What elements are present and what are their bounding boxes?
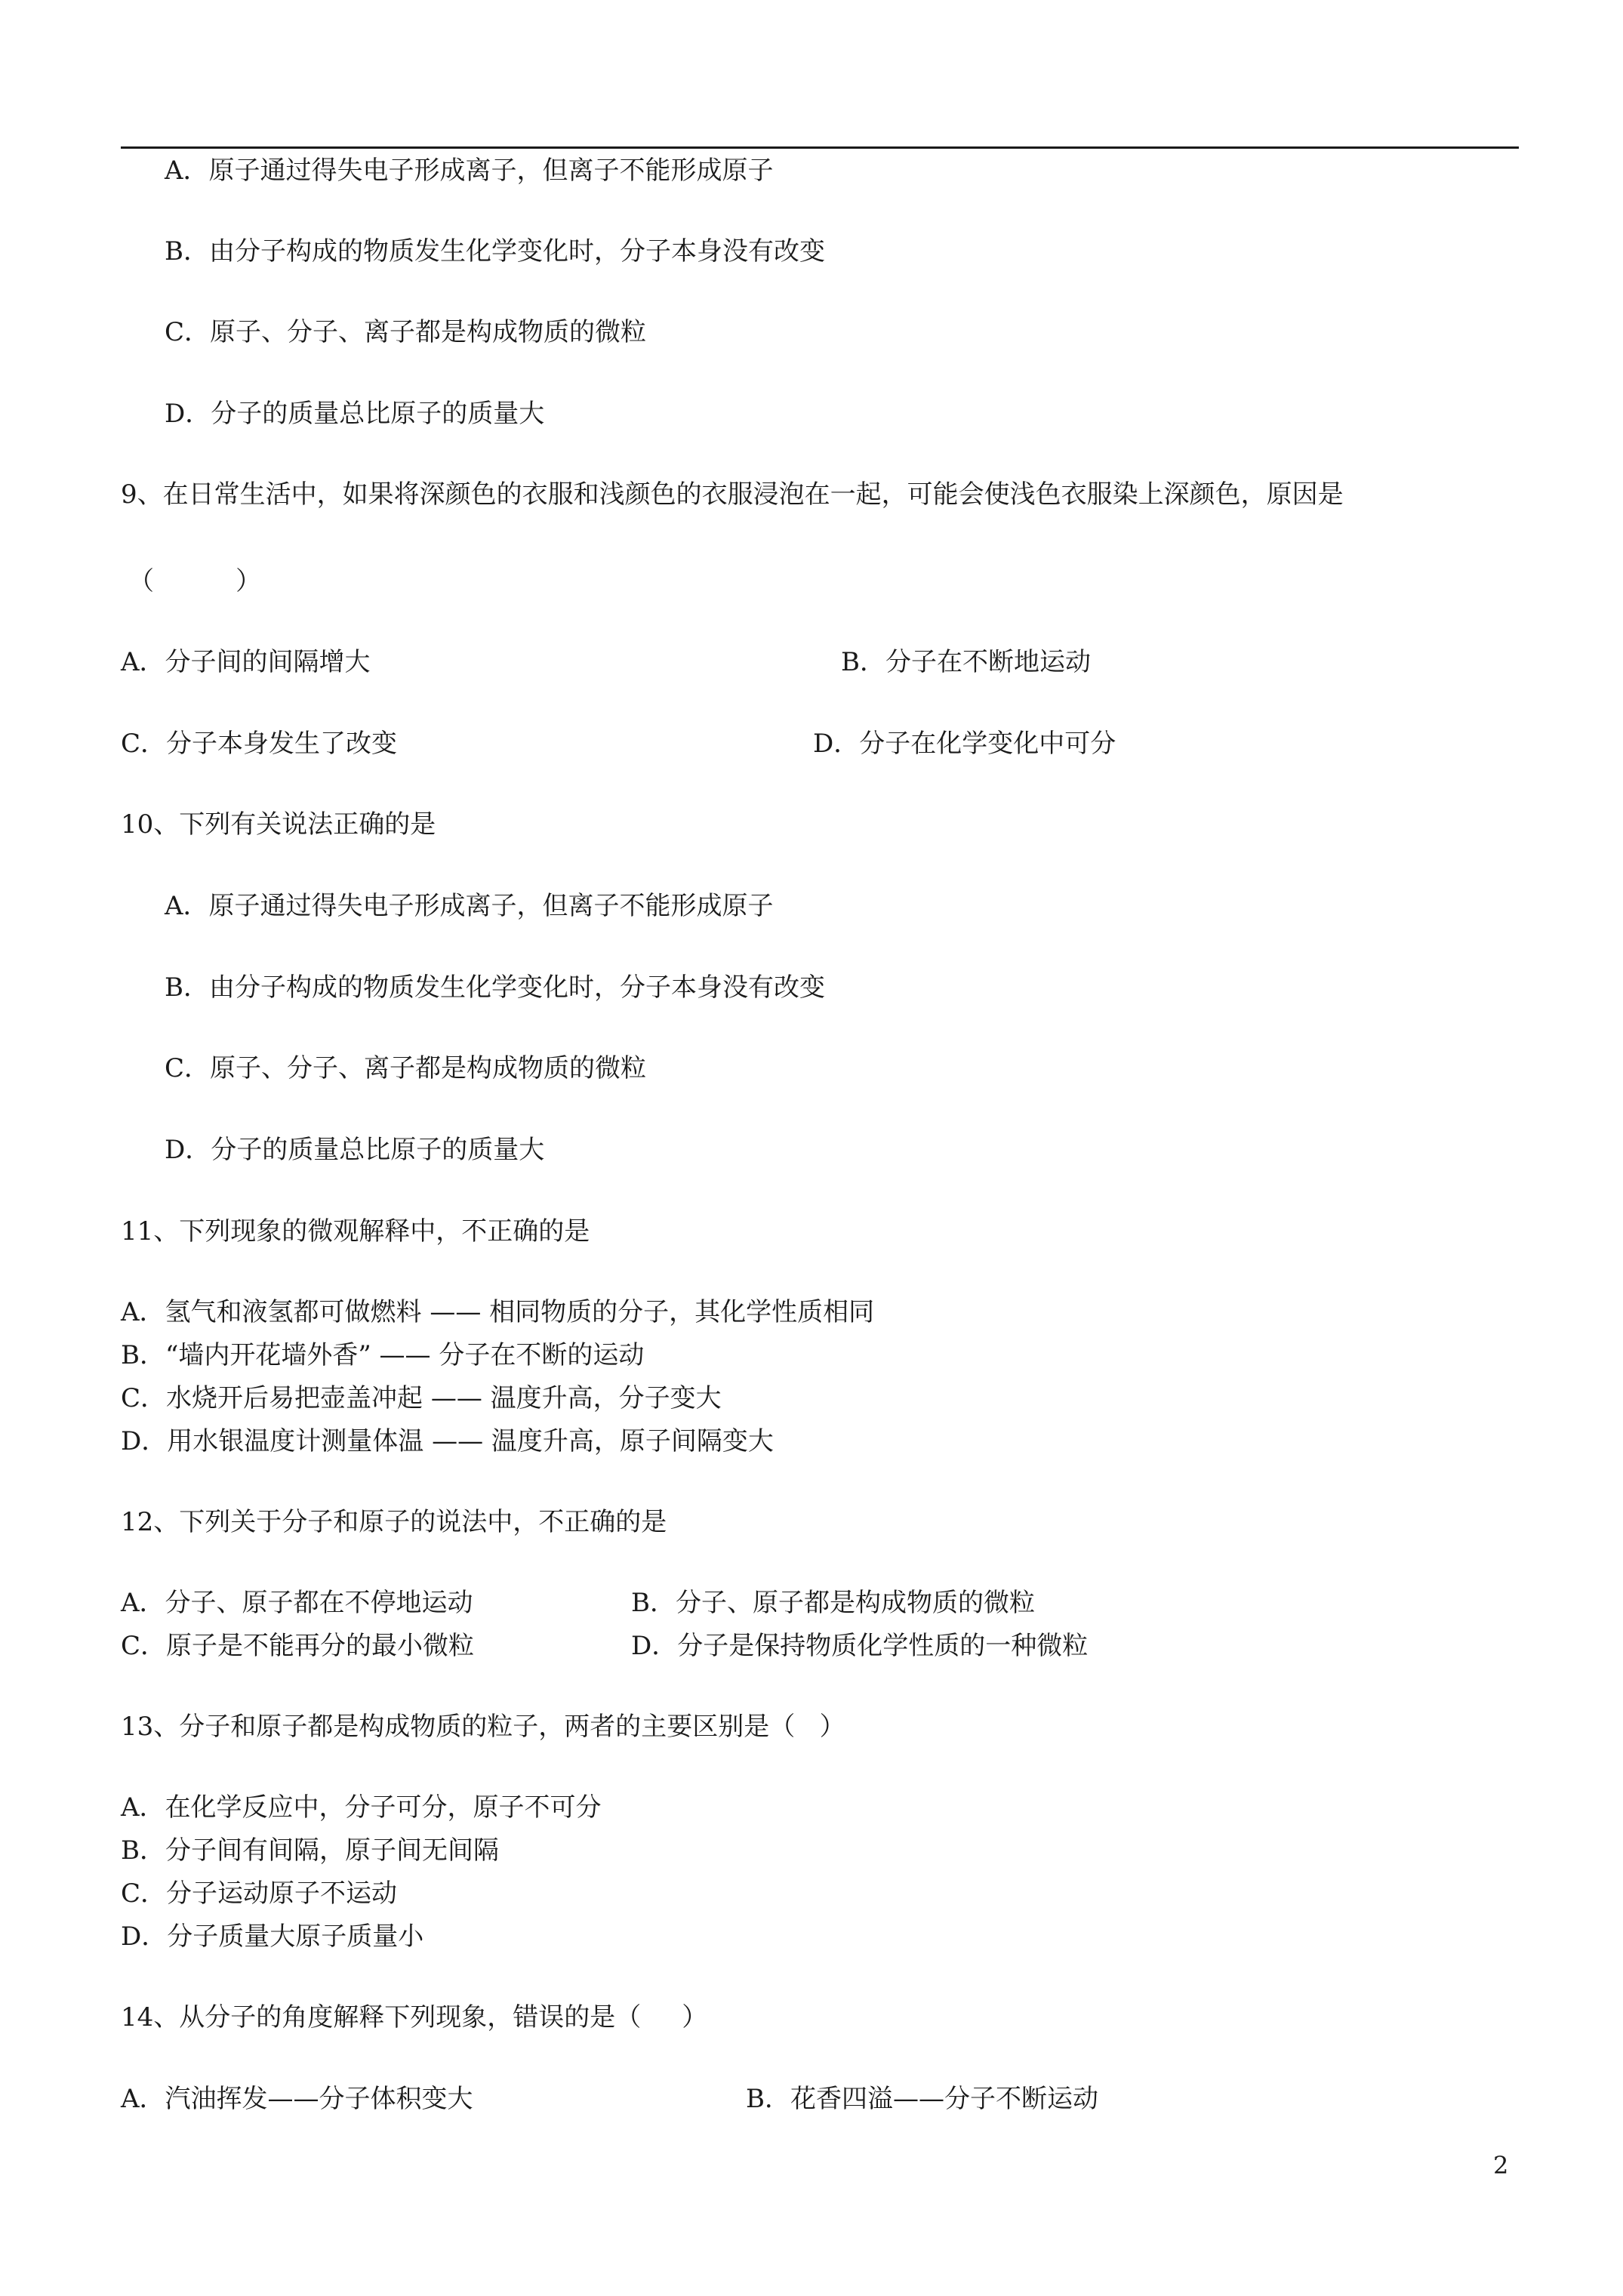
q9-option-b: B．分子在不断地运动 bbox=[841, 647, 1091, 677]
page-number: 2 bbox=[1493, 2151, 1509, 2180]
q9-option-c: C．分子本身发生了改变 bbox=[121, 729, 398, 759]
q8-option-d: D．分子的质量总比原子的质量大 bbox=[165, 399, 545, 429]
q11-option-a: A．氢气和液氢都可做燃料 —— 相同物质的分子，其化学性质相同 bbox=[121, 1297, 875, 1327]
q9-option-a: A．分子间的间隔增大 bbox=[121, 647, 371, 677]
q13-option-a: A．在化学反应中，分子可分，原子不可分 bbox=[121, 1792, 602, 1823]
q13-option-c: C．分子运动原子不运动 bbox=[121, 1878, 398, 1909]
q11-stem: 11、下列现象的微观解释中，不正确的是 bbox=[121, 1216, 590, 1247]
q12-option-b: B．分子、原子都是构成物质的微粒 bbox=[631, 1588, 1035, 1618]
q14-option-a: A．汽油挥发——分子体积变大 bbox=[121, 2084, 473, 2114]
q12-option-c: C．原子是不能再分的最小微粒 bbox=[121, 1631, 475, 1661]
header-rule bbox=[121, 146, 1519, 149]
q12-stem: 12、下列关于分子和原子的说法中，不正确的是 bbox=[121, 1507, 667, 1537]
q8-option-c: C．原子、分子、离子都是构成物质的微粒 bbox=[165, 317, 647, 347]
q13-option-d: D．分子质量大原子质量小 bbox=[121, 1922, 424, 1952]
q9-stem: 9、在日常生活中，如果将深颜色的衣服和浅颜色的衣服浸泡在一起，可能会使浅色衣服染上深颜色，原因是 bbox=[121, 479, 1344, 510]
q8-option-a: A．原子通过得失电子形成离子，但离子不能形成原子 bbox=[165, 156, 774, 186]
q12-option-d: D．分子是保持物质化学性质的一种微粒 bbox=[631, 1631, 1089, 1661]
q12-option-a: A．分子、原子都在不停地运动 bbox=[121, 1588, 473, 1618]
q14-stem: 14、从分子的角度解释下列现象，错误的是（ ） bbox=[121, 2002, 708, 2032]
q10-option-d: D．分子的质量总比原子的质量大 bbox=[165, 1135, 545, 1165]
q10-option-c: C．原子、分子、离子都是构成物质的微粒 bbox=[165, 1053, 647, 1083]
q9-option-d: D．分子在化学变化中可分 bbox=[813, 729, 1116, 759]
q11-option-b: B．“墙内开花墙外香” —— 分子在不断的运动 bbox=[121, 1340, 645, 1370]
q9-answer-blank: （ ） bbox=[128, 566, 262, 596]
q11-option-c: C．水烧开后易把壶盖冲起 —— 温度升高，分子变大 bbox=[121, 1383, 722, 1413]
q11-option-d: D．用水银温度计测量体温 —— 温度升高，原子间隔变大 bbox=[121, 1426, 774, 1456]
q10-option-a: A．原子通过得失电子形成离子，但离子不能形成原子 bbox=[165, 891, 774, 921]
q13-stem: 13、分子和原子都是构成物质的粒子，两者的主要区别是（ ） bbox=[121, 1712, 845, 1742]
q13-option-b: B．分子间有间隔，原子间无间隔 bbox=[121, 1835, 499, 1866]
q8-option-b: B．由分子构成的物质发生化学变化时，分子本身没有改变 bbox=[165, 236, 825, 267]
q10-stem: 10、下列有关说法正确的是 bbox=[121, 809, 436, 840]
q14-option-b: B．花香四溢——分子不断运动 bbox=[746, 2084, 1098, 2114]
q10-option-b: B．由分子构成的物质发生化学变化时，分子本身没有改变 bbox=[165, 972, 825, 1003]
